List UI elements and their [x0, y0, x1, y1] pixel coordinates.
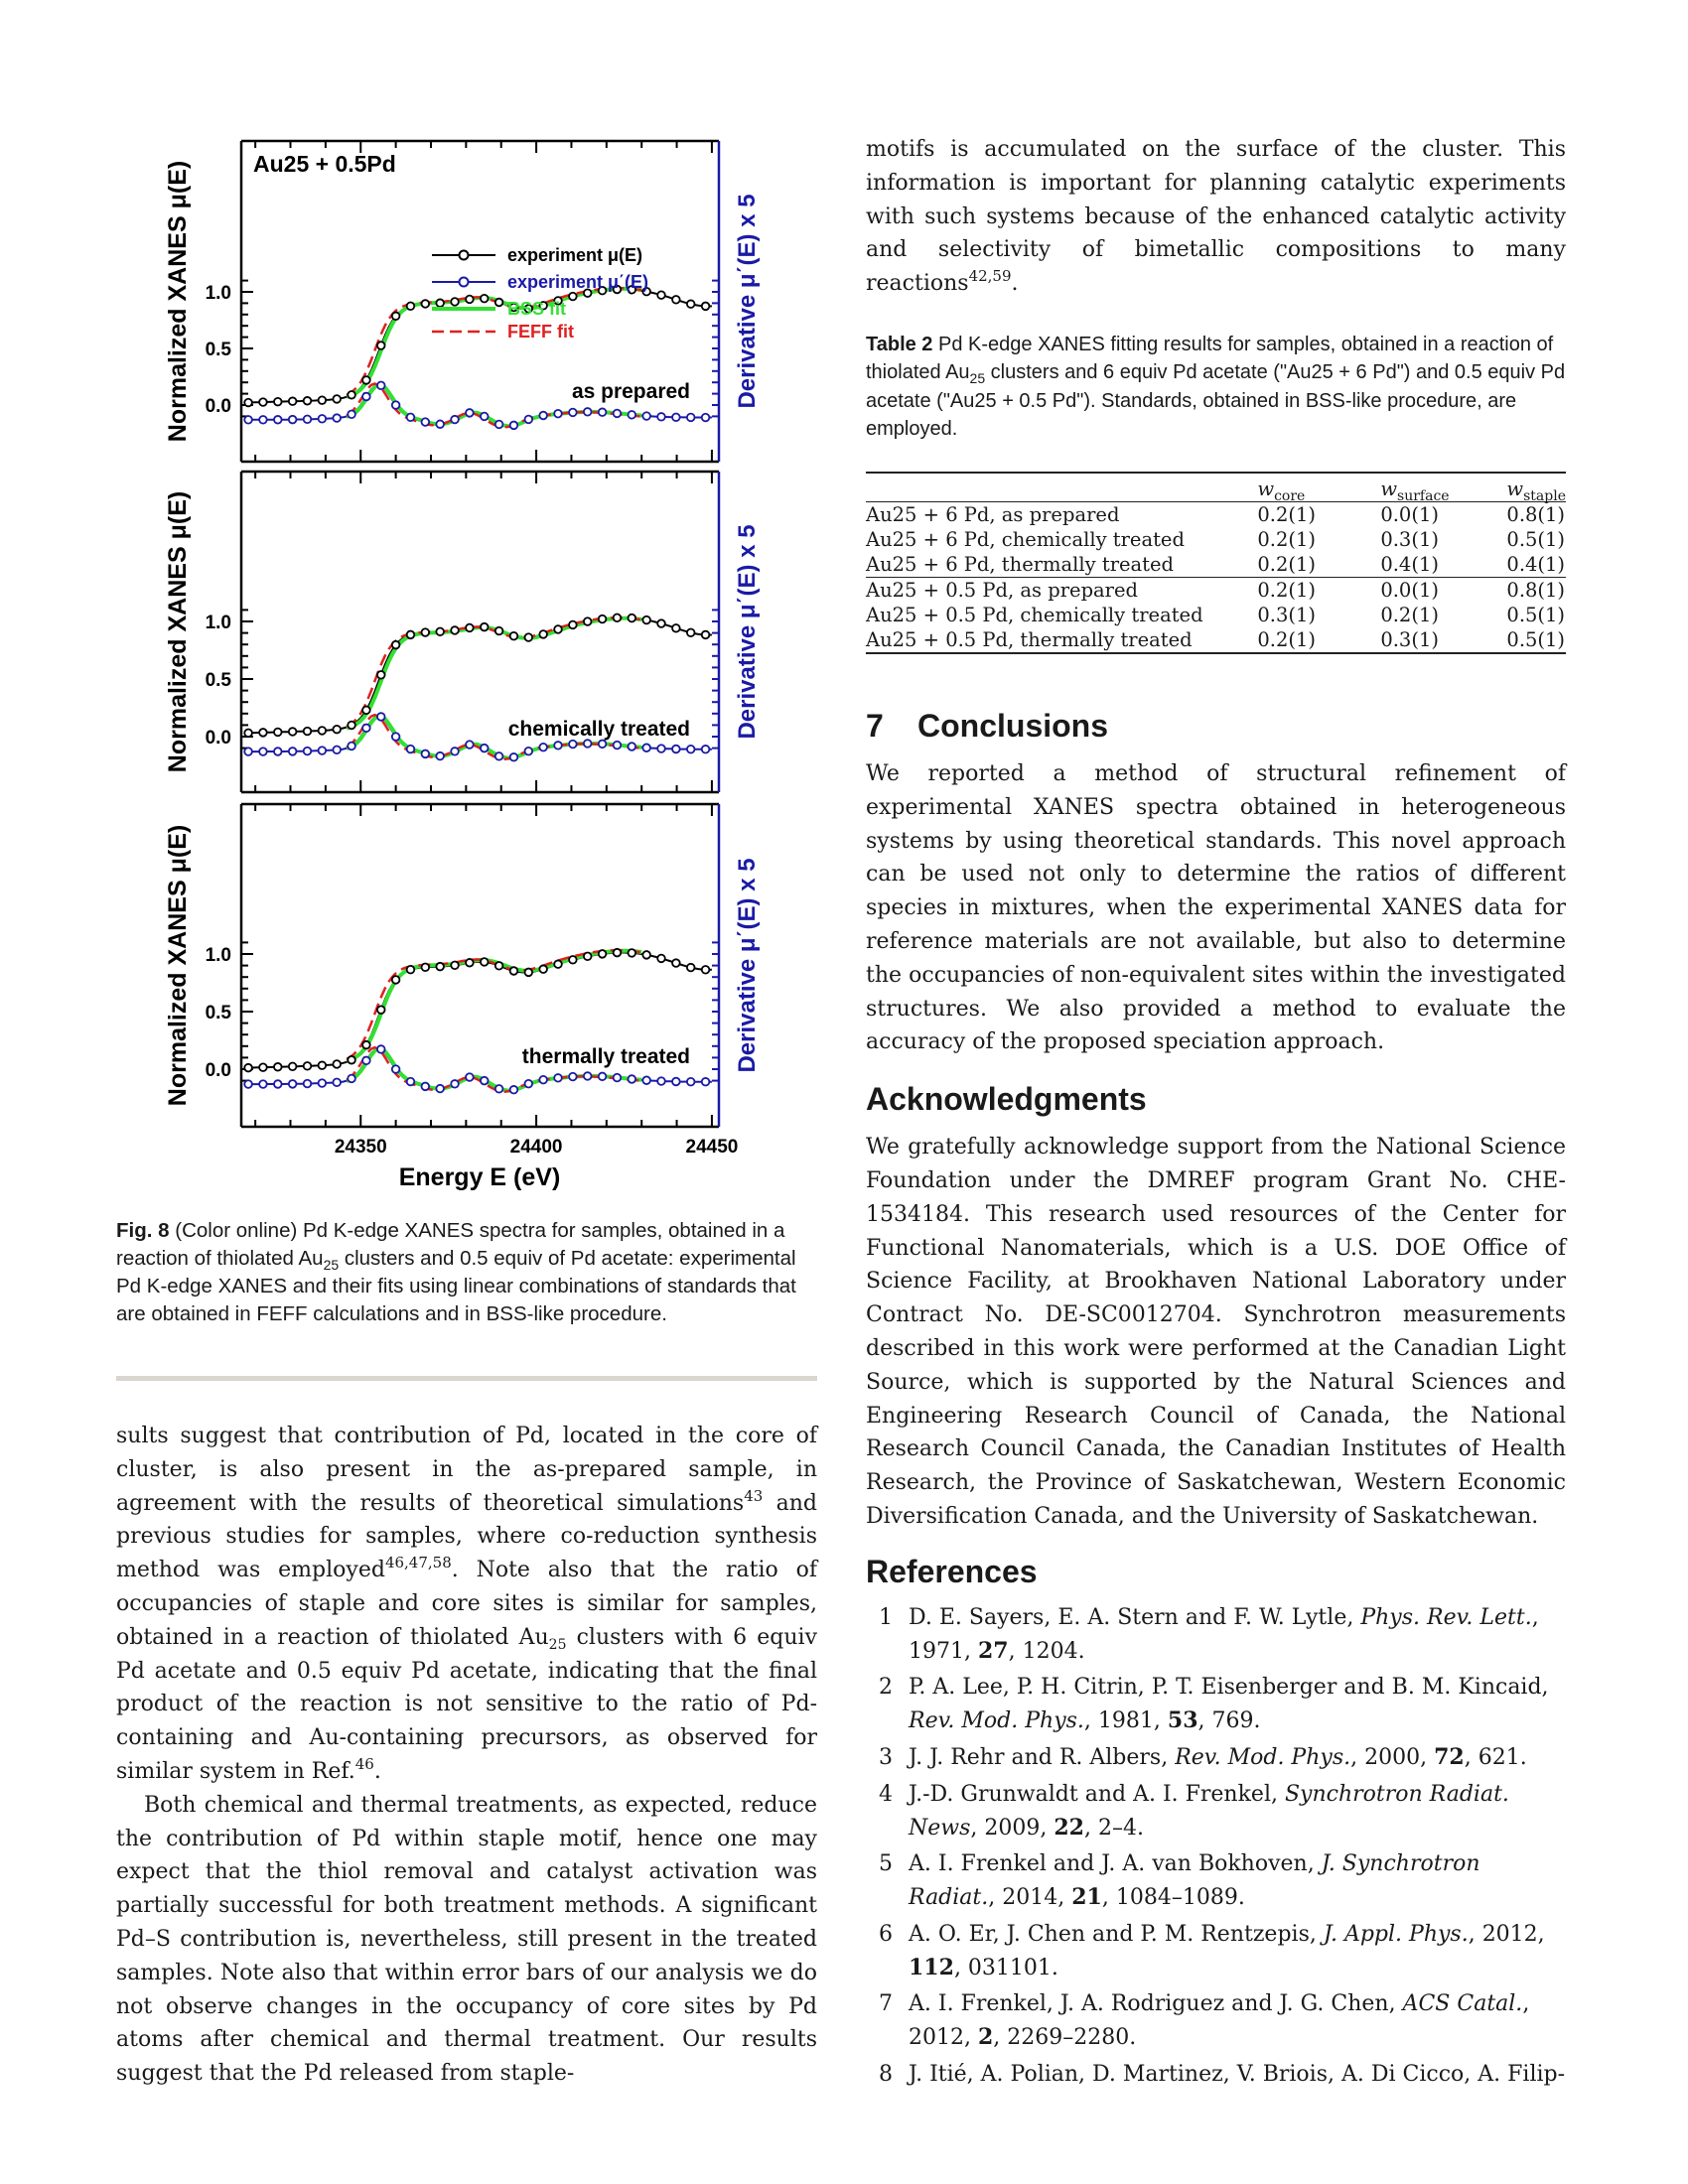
- experiment-derivative-marker: [510, 1086, 518, 1094]
- experiment-derivative-marker: [614, 1074, 622, 1082]
- experiment-derivative-marker: [451, 748, 459, 755]
- experiment-derivative-marker: [362, 393, 370, 401]
- experiment-mu-marker: [289, 728, 297, 736]
- experiment-derivative-marker: [362, 1057, 370, 1065]
- experiment-mu-marker: [436, 963, 444, 971]
- experiment-derivative-marker: [466, 741, 474, 749]
- left-axis-title: Normalized XANES μ(E): [164, 160, 192, 443]
- xanes-figure: [116, 129, 817, 1201]
- experiment-derivative-marker: [481, 1077, 489, 1085]
- experiment-derivative-marker: [642, 412, 650, 420]
- experiment-mu-marker: [687, 964, 695, 972]
- experiment-derivative-marker: [407, 414, 415, 422]
- table-header-sample: [866, 473, 1257, 502]
- feff-fit-mu: [347, 288, 641, 395]
- experiment-derivative-marker: [599, 1073, 607, 1081]
- legend-label: experiment μ(E): [507, 245, 643, 265]
- experiment-mu-marker: [569, 956, 577, 964]
- experiment-derivative-marker: [289, 1080, 297, 1088]
- legend-marker: [460, 278, 469, 287]
- experiment-derivative-marker: [304, 1080, 312, 1088]
- experiment-mu-marker: [377, 671, 385, 679]
- reference-item: 4 J.-D. Grunwaldt and A. I. Frenkel, Synchrotron Radiat. News, 2009, 22, 2–4.: [866, 1778, 1566, 1845]
- x-tick-label: 24450: [685, 1137, 739, 1158]
- fitting-results-table: [866, 472, 1566, 654]
- experiment-derivative-marker: [525, 748, 533, 755]
- experiment-derivative-marker: [672, 413, 680, 421]
- reference-item: 8 J. Itié, A. Polian, D. Martinez, V. Briois, A. Di Cicco, A. Filip-: [866, 2058, 1566, 2092]
- experiment-mu-marker: [481, 958, 489, 966]
- experiment-mu-marker: [392, 641, 400, 649]
- legend-label: FEFF fit: [507, 322, 574, 341]
- reference-item: 2 P. A. Lee, P. H. Citrin, P. T. Eisenberger and B. M. Kincaid, Rev. Mod. Phys., 1981, 53, 769.: [866, 1671, 1566, 1738]
- reference-number: 7: [879, 1991, 893, 2017]
- x-axis-title: Energy E (eV): [398, 1163, 561, 1191]
- experiment-mu-marker: [672, 959, 680, 967]
- y-tick-label: 1.0: [205, 945, 231, 966]
- experiment-derivative-marker: [377, 713, 385, 721]
- reference-item: 6 A. O. Er, J. Chen and P. M. Rentzepis, J. Appl. Phys., 2012, 112, 031101.: [866, 1918, 1566, 1985]
- experiment-derivative-marker: [422, 1083, 430, 1091]
- y-tick-label: 0.0: [205, 1060, 231, 1081]
- reference-number: 3: [879, 1744, 893, 1770]
- reference-number: 5: [879, 1851, 893, 1877]
- experiment-mu-marker: [495, 962, 503, 970]
- experiment-derivative-marker: [614, 410, 622, 418]
- experiment-mu-marker: [510, 967, 518, 975]
- figure-8: [116, 129, 817, 1201]
- experiment-mu-marker: [539, 630, 547, 638]
- acknowledgments-text: We gratefully acknowledge support from the National Science Foundation under the DMREF program Grant No. CHE-1534184. This research used resources of the Center for Functional Nanomaterials, which is a U.S. DOE Office of Science Facility, at Brookhaven National Laboratory under Contract No. DE-SC0012704. Synchrotron measurements described in this work were performed at the Canadian Light Source, which is supported by the Natural Sciences and Engineering Research Council of Canada, the National Research Council Canada, the Canadian Institutes of Health Research, the Province of Saskatchewan, Western Economic Diversification Canada, and the University of Saskatchewan.: [866, 1135, 1566, 1529]
- experiment-derivative-marker: [539, 1076, 547, 1084]
- experiment-mu-marker: [362, 1041, 370, 1049]
- experiment-mu-marker: [319, 727, 327, 735]
- experiment-mu-marker: [642, 951, 650, 959]
- feff-fit-mu: [347, 950, 641, 1059]
- experiment-derivative-marker: [392, 1065, 400, 1073]
- left-paragraph-2: Both chemical and thermal treatments, as expected, reduce the contribution of Pd within staple motif, hence one may expect that the thiol removal and catalyst activation was partially successful for both treatment methods. A significant Pd–S contribution is, nevertheless, still present in the treated samples. Note also that within error bars of our analysis we do not observe changes in the occupancy of core sites by Pd atoms after chemical and thermal treatment. Our results suggest that the Pd released from staple-: [116, 1792, 817, 2087]
- experiment-derivative-marker: [510, 422, 518, 430]
- experiment-derivative-marker: [584, 740, 592, 748]
- left-body-text: [116, 1420, 817, 2091]
- experiment-derivative-marker: [392, 733, 400, 741]
- experiment-mu-marker: [244, 730, 252, 738]
- legend-label: BSS fit: [507, 299, 567, 319]
- experiment-mu-marker: [304, 1062, 312, 1070]
- experiment-derivative-marker: [274, 748, 282, 755]
- right-axis-title: Derivative μ΄(E) x 5: [734, 194, 761, 409]
- bss-fit-mu: [347, 618, 641, 729]
- experiment-mu-marker: [289, 1063, 297, 1071]
- right-paragraph-top: motifs is accumulated on the surface of the cluster. This information is important for planning catalytic experiments with such systems because of the enhanced catalytic activity and selectivity of bimetallic compositions to many reactions$^{42,59}$.: [866, 137, 1566, 297]
- experiment-mu-marker: [657, 619, 665, 627]
- experiment-mu-marker: [628, 614, 635, 622]
- experiment-derivative-marker: [539, 744, 547, 751]
- experiment-mu-marker: [407, 966, 415, 974]
- experiment-derivative-marker: [584, 408, 592, 416]
- experiment-mu-marker: [348, 722, 355, 730]
- experiment-mu-marker: [319, 1061, 327, 1069]
- y-tick-label: 1.0: [205, 613, 231, 633]
- legend-label: experiment μ΄(E): [507, 272, 649, 292]
- experiment-derivative-marker: [525, 416, 533, 424]
- experiment-mu-marker: [569, 293, 577, 301]
- experiment-mu-marker: [554, 625, 562, 633]
- experiment-mu-marker: [702, 303, 710, 311]
- experiment-derivative-marker: [289, 416, 297, 424]
- table-header-surface: $w_{surface}$: [1380, 477, 1450, 504]
- experiment-derivative-marker: [407, 746, 415, 753]
- right-column: [866, 133, 1566, 2095]
- experiment-mu-marker: [687, 300, 695, 308]
- experiment-mu-marker: [392, 976, 400, 984]
- experiment-derivative-marker: [362, 725, 370, 733]
- table-row: Au25 + 6 Pd, thermally treated 0.2(1) 0.4(1) 0.4(1): [866, 552, 1566, 576]
- experiment-mu-marker: [348, 391, 355, 399]
- experiment-mu-marker: [348, 1056, 355, 1064]
- experiment-derivative-marker: [259, 748, 267, 755]
- experiment-mu-marker: [599, 615, 607, 623]
- experiment-derivative-marker: [274, 1080, 282, 1088]
- experiment-mu-marker: [569, 621, 577, 629]
- experiment-derivative-marker: [333, 1079, 341, 1087]
- experiment-mu-marker: [495, 627, 503, 635]
- experiment-mu-marker: [481, 295, 489, 303]
- experiment-derivative-marker: [289, 748, 297, 755]
- figure-caption: Fig. 8 (Color online) Pd K-edge XANES spectra for samples, obtained in a reaction of thiolated $Au_{25}$ clusters and 0.5 equiv of Pd acetate: experimental Pd K-edge XANES and their fits using linear combinations of standards that are obtained in FEFF calculations and in BSS-like procedure.: [116, 1219, 796, 1325]
- reference-number: 8: [879, 2062, 893, 2088]
- experiment-derivative-marker: [628, 411, 635, 419]
- experiment-derivative-marker: [702, 414, 710, 422]
- reference-number: 4: [879, 1781, 893, 1807]
- references-heading: References: [866, 1553, 1038, 1589]
- experiment-derivative-marker: [569, 409, 577, 417]
- experiment-mu-marker: [407, 631, 415, 639]
- experiment-derivative-marker: [628, 1075, 635, 1083]
- experiment-derivative-marker: [614, 742, 622, 750]
- experiment-mu-marker: [362, 706, 370, 714]
- experiment-derivative-marker: [584, 1072, 592, 1080]
- experiment-derivative-marker: [466, 1073, 474, 1081]
- experiment-mu-marker: [333, 726, 341, 734]
- figure-divider: [116, 1376, 817, 1381]
- reference-number: 6: [879, 1921, 893, 1947]
- conclusions-text: We reported a method of structural refinement of experimental XANES spectra obtained in heterogeneous systems by using theoretical standards. This novel approach can be used not only to determine the ratios of different species in mixtures, when the experimental XANES data for reference materials are not available, but also to determine the occupancies of non-equivalent sites within the investigated structures. We also provided a method to evaluate the accuracy of the proposed speciation approach.: [866, 760, 1566, 1055]
- legend-marker: [460, 251, 469, 260]
- experiment-mu-marker: [451, 626, 459, 634]
- left-axis-title: Normalized XANES μ(E): [164, 490, 192, 773]
- experiment-mu-marker: [319, 396, 327, 404]
- experiment-mu-marker: [657, 291, 665, 299]
- experiment-derivative-marker: [495, 421, 503, 429]
- experiment-derivative-marker: [599, 408, 607, 416]
- experiment-derivative-marker: [687, 746, 695, 753]
- experiment-derivative-marker: [672, 1078, 680, 1086]
- experiment-mu-marker: [702, 966, 710, 974]
- experiment-mu-marker: [274, 1063, 282, 1071]
- experiment-derivative-marker: [333, 414, 341, 422]
- experiment-mu-marker: [628, 949, 635, 957]
- table-caption: Table 2 Pd K-edge XANES fitting results for samples, obtained in a reaction of thiolated $Au_{25}$ clusters and 6 equiv Pd acetate ("Au25 + 6 Pd") and 0.5 equiv Pd acetate ("Au25 + 0.5 Pd"). Standards, obtained in BSS-like procedure, are employed.: [866, 333, 1566, 441]
- reference-number: 1: [879, 1604, 893, 1630]
- right-axis-title: Derivative μ΄(E) x 5: [734, 524, 761, 740]
- experiment-mu-marker: [259, 398, 267, 406]
- experiment-mu-marker: [510, 632, 518, 640]
- experiment-derivative-marker: [274, 416, 282, 424]
- experiment-derivative-marker: [304, 416, 312, 424]
- experiment-derivative-marker: [554, 410, 562, 418]
- reference-item: 1 D. E. Sayers, E. A. Stern and F. W. Lytle, Phys. Rev. Lett., 1971, 27, 1204.: [866, 1601, 1566, 1669]
- experiment-derivative-marker: [569, 1073, 577, 1081]
- right-axis-title: Derivative μ΄(E) x 5: [734, 858, 761, 1073]
- experiment-derivative-marker: [451, 1080, 459, 1088]
- left-axis-title: Normalized XANES μ(E): [164, 824, 192, 1107]
- experiment-derivative-marker: [259, 1080, 267, 1088]
- left-paragraph-1: sults suggest that contribution of Pd, located in the core of cluster, is also present in the as-prepared sample, in agreement with the results of theoretical simulations$^{43}$ and previous studies for samples, where co-reduction synthesis method was employed$^{46,47,58}$. Note also that the ratio of occupancies of staple and core sites is similar for samples, obtained in a reaction of thiolated $Au_{25}$ clusters with 6 equiv Pd acetate and 0.5 equiv Pd acetate, indicating that the final product of the reaction is not sensitive to the ratio of Pd-containing and Au-containing precursors, as observed for similar system in Ref.$^{46}$.: [116, 1424, 818, 1784]
- experiment-mu-marker: [554, 960, 562, 968]
- experiment-derivative-marker: [259, 416, 267, 424]
- reference-list: [866, 1601, 1566, 2092]
- experiment-mu-marker: [687, 628, 695, 636]
- experiment-derivative-marker: [554, 1074, 562, 1082]
- experiment-derivative-marker: [657, 1077, 665, 1085]
- experiment-derivative-marker: [244, 1080, 252, 1088]
- panel-title: Au25 + 0.5Pd: [253, 151, 396, 177]
- experiment-derivative-marker: [599, 741, 607, 749]
- experiment-mu-marker: [525, 969, 533, 977]
- experiment-mu-marker: [436, 627, 444, 635]
- experiment-mu-marker: [422, 300, 430, 308]
- experiment-mu-marker: [407, 302, 415, 310]
- experiment-mu-marker: [672, 296, 680, 304]
- experiment-derivative-marker: [348, 1075, 355, 1083]
- table-header-staple: $w_{staple}$: [1506, 477, 1566, 504]
- experiment-derivative-marker: [319, 747, 327, 754]
- experiment-mu-line: [248, 617, 712, 733]
- experiment-mu-marker: [259, 729, 267, 737]
- experiment-derivative-marker: [377, 382, 385, 390]
- experiment-derivative-marker: [554, 742, 562, 750]
- table-row: Au25 + 0.5 Pd, chemically treated 0.3(1) 0.2(1) 0.5(1): [866, 603, 1566, 626]
- experiment-mu-marker: [451, 961, 459, 969]
- experiment-derivative-marker: [333, 747, 341, 754]
- experiment-mu-marker: [362, 376, 370, 384]
- experiment-mu-marker: [466, 624, 474, 632]
- y-tick-label: 1.0: [205, 283, 231, 304]
- experiment-derivative-marker: [348, 410, 355, 418]
- experiment-mu-marker: [614, 949, 622, 957]
- experiment-derivative-marker: [495, 752, 503, 760]
- experiment-derivative-marker: [642, 744, 650, 751]
- conclusions-heading: 7 Conclusions: [866, 707, 1109, 744]
- y-tick-label: 0.5: [205, 1003, 231, 1024]
- reference-item: 3 J. J. Rehr and R. Albers, Rev. Mod. Phys., 2000, 72, 621.: [866, 1741, 1566, 1775]
- panel-label: as prepared: [571, 380, 690, 403]
- x-tick-label: 24350: [334, 1137, 387, 1158]
- feff-fit-mu: [347, 617, 641, 727]
- experiment-derivative-marker: [319, 1079, 327, 1087]
- experiment-derivative-marker: [495, 1085, 503, 1093]
- experiment-mu-marker: [539, 965, 547, 973]
- y-tick-label: 0.5: [205, 670, 231, 691]
- experiment-mu-marker: [702, 631, 710, 639]
- experiment-derivative-marker: [657, 413, 665, 421]
- acknowledgments-heading: Acknowledgments: [866, 1081, 1147, 1118]
- panel-label: chemically treated: [507, 718, 690, 741]
- table-row: Au25 + 0.5 Pd, thermally treated 0.2(1) 0.3(1) 0.5(1): [866, 627, 1566, 651]
- experiment-mu-marker: [259, 1063, 267, 1071]
- experiment-derivative-marker: [539, 412, 547, 420]
- figure-caption-label: Fig. 8: [116, 1219, 170, 1242]
- experiment-mu-marker: [377, 1006, 385, 1014]
- experiment-mu-marker: [436, 299, 444, 307]
- experiment-derivative-marker: [569, 741, 577, 749]
- experiment-mu-marker: [466, 296, 474, 304]
- experiment-derivative-marker: [407, 1078, 415, 1086]
- experiment-derivative-marker: [525, 1080, 533, 1088]
- table-row: Au25 + 6 Pd, chemically treated 0.2(1) 0.3(1) 0.5(1): [866, 527, 1566, 551]
- reference-item: 7 A. I. Frenkel, J. A. Rodriguez and J. G. Chen, ACS Catal., 2012, 2, 2269–2280.: [866, 1987, 1566, 2055]
- experiment-derivative-marker: [451, 416, 459, 424]
- experiment-derivative-marker: [422, 751, 430, 758]
- experiment-derivative-marker: [244, 748, 252, 755]
- experiment-mu-marker: [289, 397, 297, 405]
- experiment-mu-marker: [274, 398, 282, 406]
- panel-label: thermally treated: [521, 1045, 690, 1068]
- experiment-derivative-marker: [687, 1078, 695, 1086]
- experiment-derivative-marker: [392, 401, 400, 409]
- experiment-mu-marker: [422, 964, 430, 972]
- experiment-derivative-marker: [481, 413, 489, 421]
- experiment-derivative-marker: [319, 415, 327, 423]
- experiment-derivative-marker: [436, 420, 444, 428]
- y-tick-label: 0.0: [205, 728, 231, 749]
- experiment-derivative-marker: [672, 746, 680, 753]
- experiment-derivative-marker: [422, 418, 430, 426]
- experiment-derivative-marker: [348, 743, 355, 751]
- experiment-derivative-marker: [466, 409, 474, 417]
- experiment-derivative-marker: [304, 748, 312, 755]
- experiment-derivative-marker: [436, 752, 444, 760]
- experiment-mu-marker: [333, 395, 341, 403]
- experiment-mu-marker: [525, 633, 533, 641]
- experiment-derivative-marker: [244, 416, 252, 424]
- experiment-mu-marker: [392, 313, 400, 321]
- experiment-mu-marker: [642, 616, 650, 624]
- reference-item: 5 A. I. Frenkel and J. A. van Bokhoven, J. Synchrotron Radiat., 2014, 21, 1084–1089.: [866, 1847, 1566, 1915]
- experiment-mu-marker: [377, 341, 385, 349]
- experiment-mu-marker: [584, 617, 592, 625]
- experiment-mu-marker: [481, 623, 489, 631]
- experiment-mu-marker: [244, 399, 252, 407]
- experiment-derivative-marker: [377, 1045, 385, 1053]
- experiment-derivative-marker: [687, 414, 695, 422]
- experiment-mu-marker: [451, 298, 459, 306]
- experiment-mu-marker: [495, 299, 503, 307]
- experiment-mu-marker: [614, 614, 622, 621]
- experiment-derivative-marker: [436, 1085, 444, 1093]
- experiment-mu-marker: [274, 729, 282, 737]
- experiment-mu-marker: [304, 397, 312, 405]
- y-tick-label: 0.0: [205, 396, 231, 417]
- experiment-mu-marker: [672, 624, 680, 632]
- experiment-derivative-marker: [702, 1078, 710, 1086]
- table-header-core: $w_{core}$: [1257, 477, 1306, 504]
- reference-number: 2: [879, 1675, 893, 1701]
- x-tick-label: 24400: [509, 1137, 563, 1158]
- experiment-derivative-marker: [702, 746, 710, 753]
- table-row: Au25 + 0.5 Pd, as prepared 0.2(1) 0.0(1) 0.8(1): [866, 578, 1566, 602]
- y-tick-label: 0.5: [205, 340, 231, 360]
- table-row: Au25 + 6 Pd, as prepared 0.2(1) 0.0(1) 0.8(1): [866, 502, 1566, 526]
- experiment-derivative-marker: [510, 753, 518, 761]
- experiment-mu-marker: [584, 953, 592, 961]
- experiment-mu-marker: [244, 1064, 252, 1072]
- experiment-mu-marker: [304, 728, 312, 736]
- experiment-derivative-marker: [657, 745, 665, 752]
- experiment-mu-marker: [422, 628, 430, 636]
- experiment-mu-marker: [333, 1060, 341, 1068]
- experiment-derivative-marker: [642, 1076, 650, 1084]
- experiment-mu-marker: [657, 955, 665, 963]
- experiment-derivative-marker: [628, 743, 635, 751]
- experiment-mu-marker: [599, 950, 607, 958]
- experiment-mu-marker: [466, 959, 474, 967]
- experiment-derivative-marker: [481, 745, 489, 752]
